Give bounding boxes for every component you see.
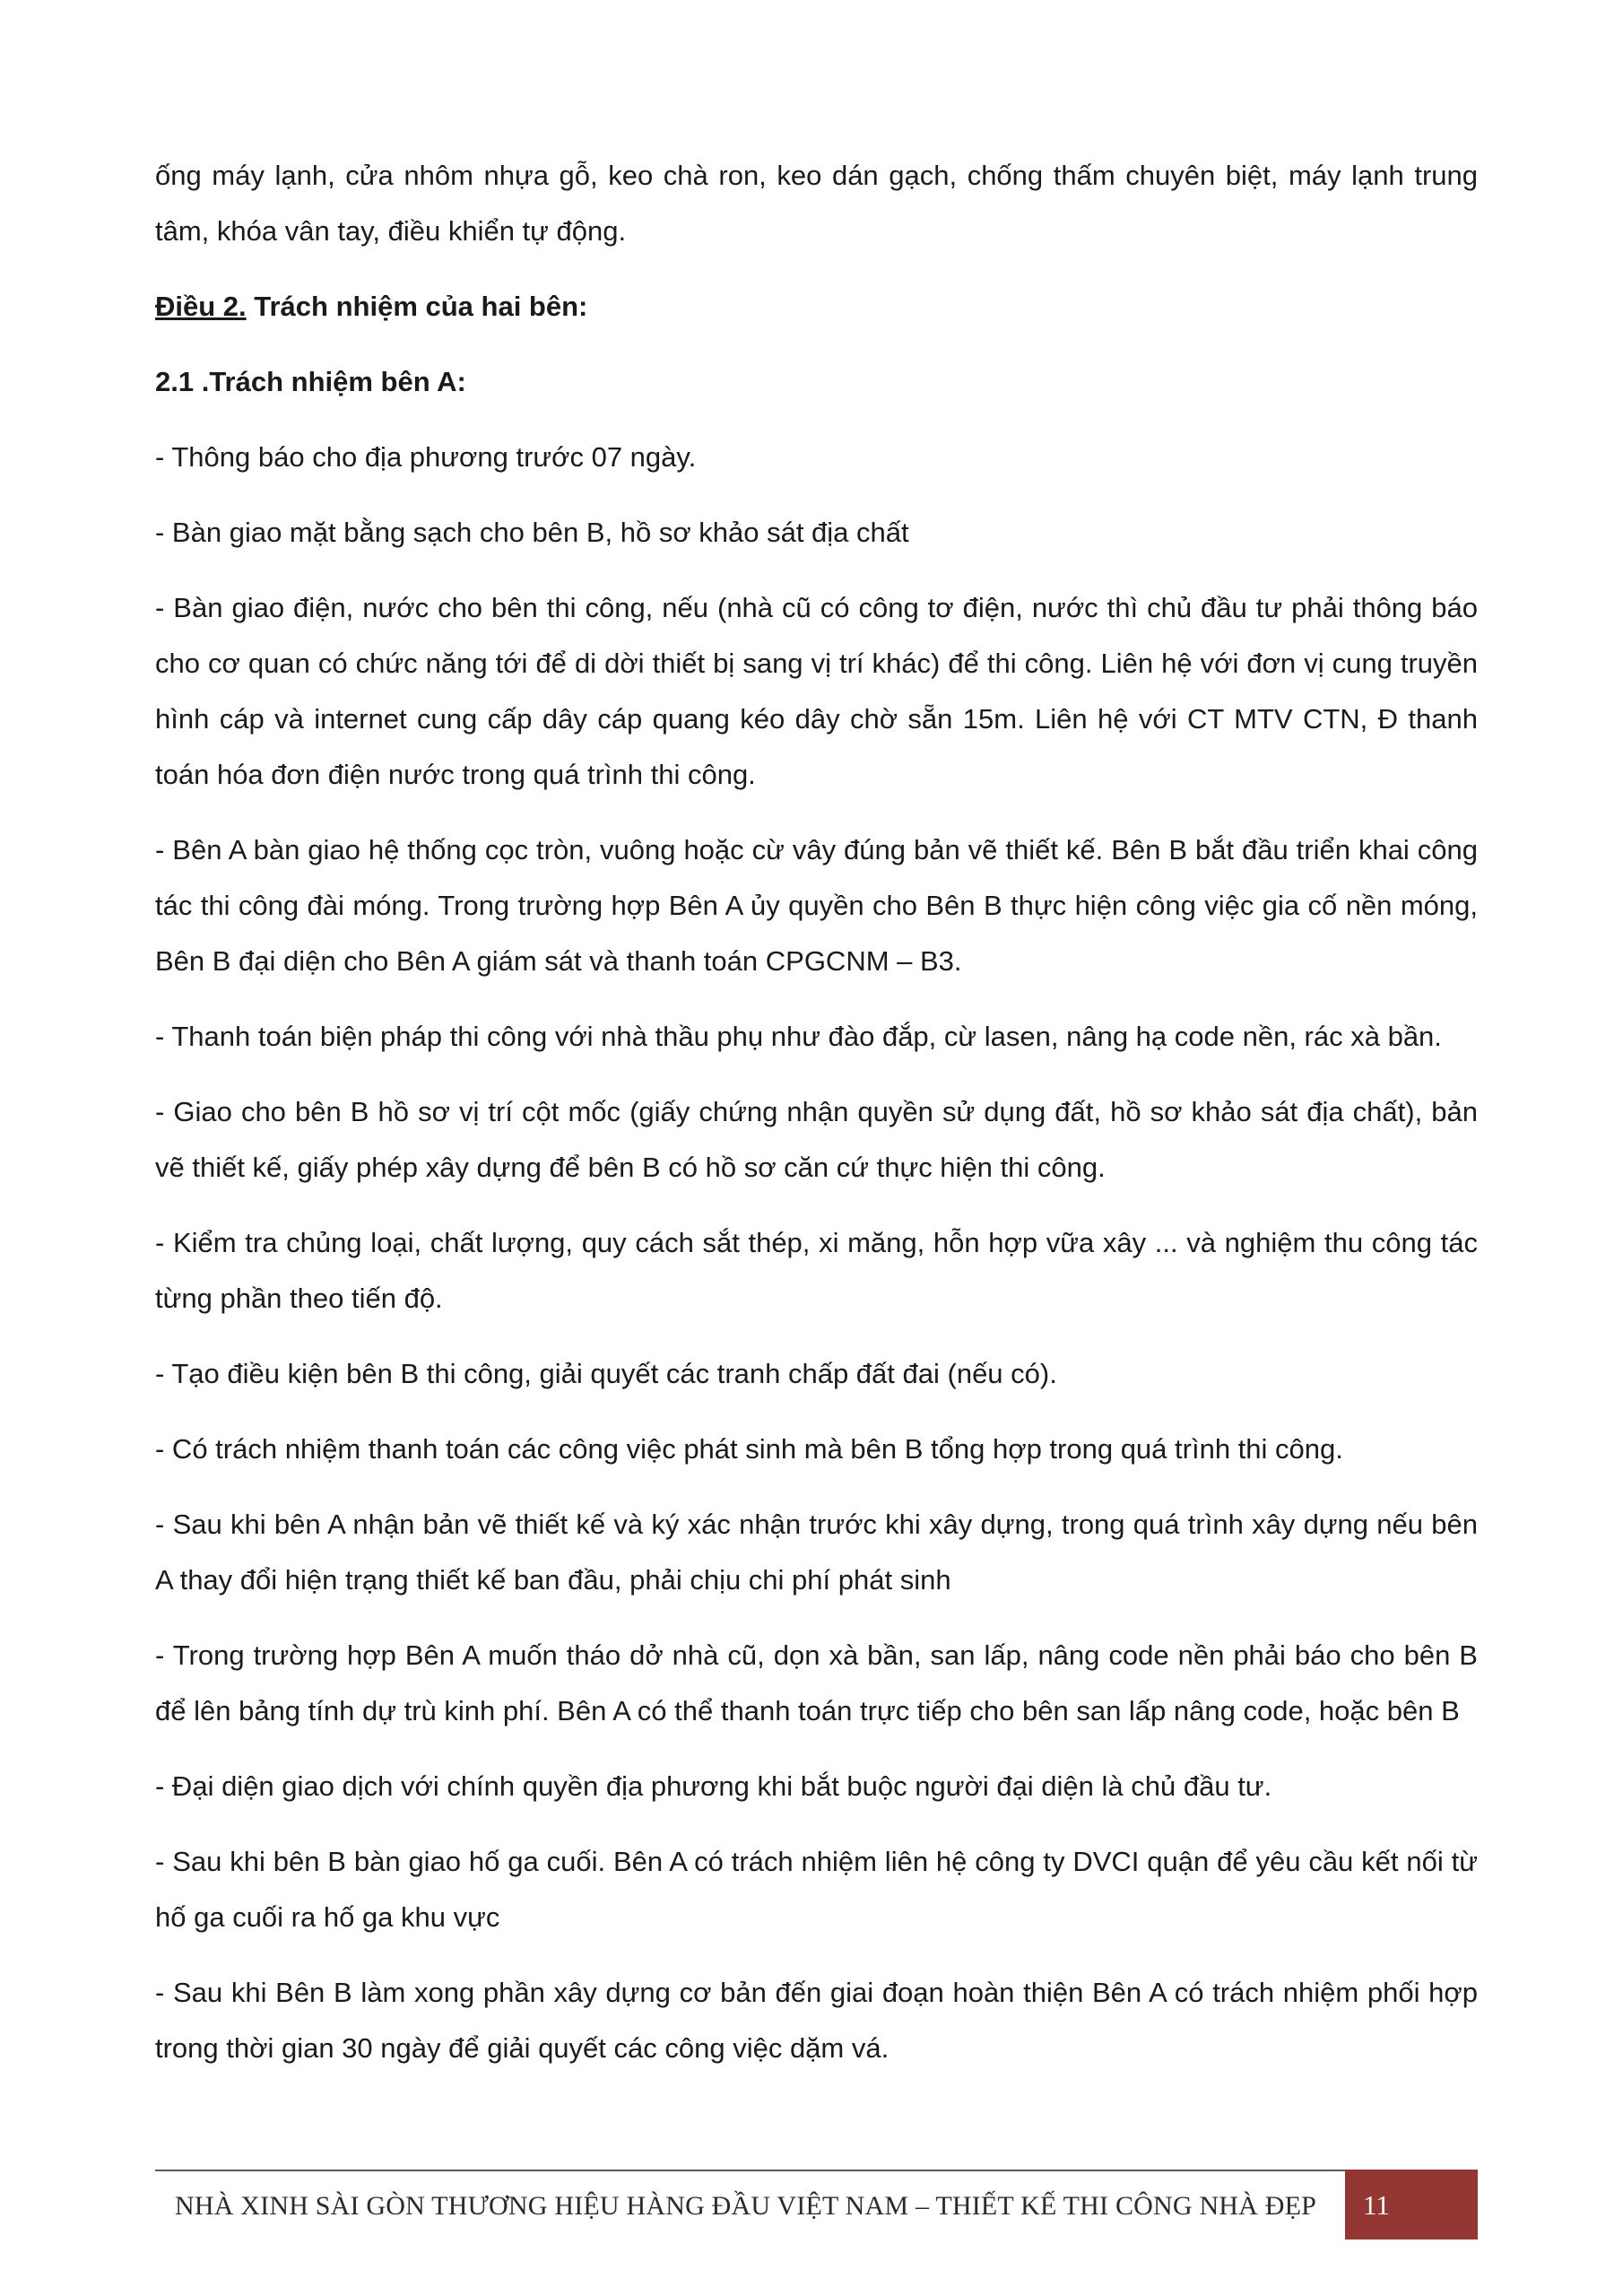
article-title: Trách nhiệm của hai bên: — [246, 291, 588, 322]
paragraph-design-changes: - Sau khi bên A nhận bản vẽ thiết kế và ký xác nhận trước khi xây dựng, trong quá trình xây dựng nếu bên A thay đổi hiện trạng thiết kế ban đầu, phải chịu chi phí phát sinh — [155, 1509, 1478, 1596]
paragraph-extra-costs: - Có trách nhiệm thanh toán các công việc phát sinh mà bên B tổng hợp trong quá trình thi công. — [155, 1433, 1343, 1465]
footer-slogan: NHÀ XINH SÀI GÒN THƯƠNG HIỆU HÀNG ĐẦU VIỆT NAM – THIẾT KẾ THI CÔNG NHÀ ĐẸP — [175, 2191, 1317, 2221]
paragraph-inspection: - Kiểm tra chủng loại, chất lượng, quy cách sắt thép, xi măng, hỗn hợp vữa xây ... và nghiệm thu công tác từng phần theo tiến độ. — [155, 1227, 1478, 1314]
paragraph-documents: - Giao cho bên B hồ sơ vị trí cột mốc (giấy chứng nhận quyền sử dụng đất, hồ sơ khảo sát địa chất), bản vẽ thiết kế, giấy phép xây dựng để bên B có hồ sơ căn cứ thực hiện thi công. — [155, 1096, 1478, 1183]
footer-divider — [155, 2170, 1478, 2171]
section-heading: 2.1 .Trách nhiệm bên A: — [155, 366, 466, 397]
paragraph-authority-liaison: - Đại diện giao dịch với chính quyền địa phương khi bắt buộc người đại diện là chủ đầu tư. — [155, 1770, 1272, 1802]
paragraph-subcontractor-payment: - Thanh toán biện pháp thi công với nhà thầu phụ như đào đắp, cừ lasen, nâng hạ code nền, rác xà bần. — [155, 1021, 1442, 1052]
paragraph-demolition: - Trong trường hợp Bên A muốn tháo dở nhà cũ, dọn xà bần, san lấp, nâng code nền phải báo cho bên B để lên bảng tính dự trù kinh phí. Bên A có thể thanh toán trực tiếp cho bên san lấp nâng code, hoặc bên B — [155, 1639, 1478, 1726]
paragraph-finishing: - Sau khi Bên B làm xong phần xây dựng cơ bản đến giai đoạn hoàn thiện Bên A có trách nhiệm phối hợp trong thời gian 30 ngày để giải quyết các công việc dặm vá. — [155, 1977, 1478, 2064]
page-number: 11 — [1363, 2189, 1390, 2221]
article-heading — [155, 279, 1478, 335]
page-number-box — [1345, 2170, 1478, 2239]
page-content — [155, 148, 1478, 2096]
paragraph-handover-utilities: - Bàn giao điện, nước cho bên thi công, nếu (nhà cũ có công tơ điện, nước thì chủ đầu tư phải thông báo cho cơ quan có chức năng tới để di dời thiết bị sang vị trí khác) để thi công. Liên hệ với đơn vị cung truyền hình cáp và internet cung cấp dây cáp quang kéo dây chờ sẵn 15m. Liên hệ với CT MTV CTN, Đ thanh toán hóa đơn điện nước trong quá trình thi công. — [155, 592, 1478, 790]
page-footer — [155, 2170, 1478, 2239]
paragraph-land-disputes: - Tạo điều kiện bên B thi công, giải quyết các tranh chấp đất đai (nếu có). — [155, 1358, 1057, 1389]
paragraph-continuation: ống máy lạnh, cửa nhôm nhựa gỗ, keo chà ron, keo dán gạch, chống thấm chuyên biệt, máy lạnh trung tâm, khóa vân tay, điều khiển tự động. — [155, 160, 1478, 247]
paragraph-piles-foundation: - Bên A bàn giao hệ thống cọc tròn, vuông hoặc cừ vây đúng bản vẽ thiết kế. Bên B bắt đầu triển khai công tác thi công đài móng. Trong trường hợp Bên A ủy quyền cho Bên B thực hiện công việc gia cố nền móng, Bên B đại diện cho Bên A giám sát và thanh toán CPGCNM – B3. — [155, 834, 1478, 977]
article-label: Điều 2. — [155, 291, 247, 322]
paragraph-drainage: - Sau khi bên B bàn giao hố ga cuối. Bên A có trách nhiệm liên hệ công ty DVCI quận để yêu cầu kết nối từ hố ga cuối ra hố ga khu vực — [155, 1846, 1478, 1933]
paragraph-notify-locality: - Thông báo cho địa phương trước 07 ngày. — [155, 441, 697, 473]
paragraph-handover-site: - Bàn giao mặt bằng sạch cho bên B, hồ sơ khảo sát địa chất — [155, 517, 909, 548]
